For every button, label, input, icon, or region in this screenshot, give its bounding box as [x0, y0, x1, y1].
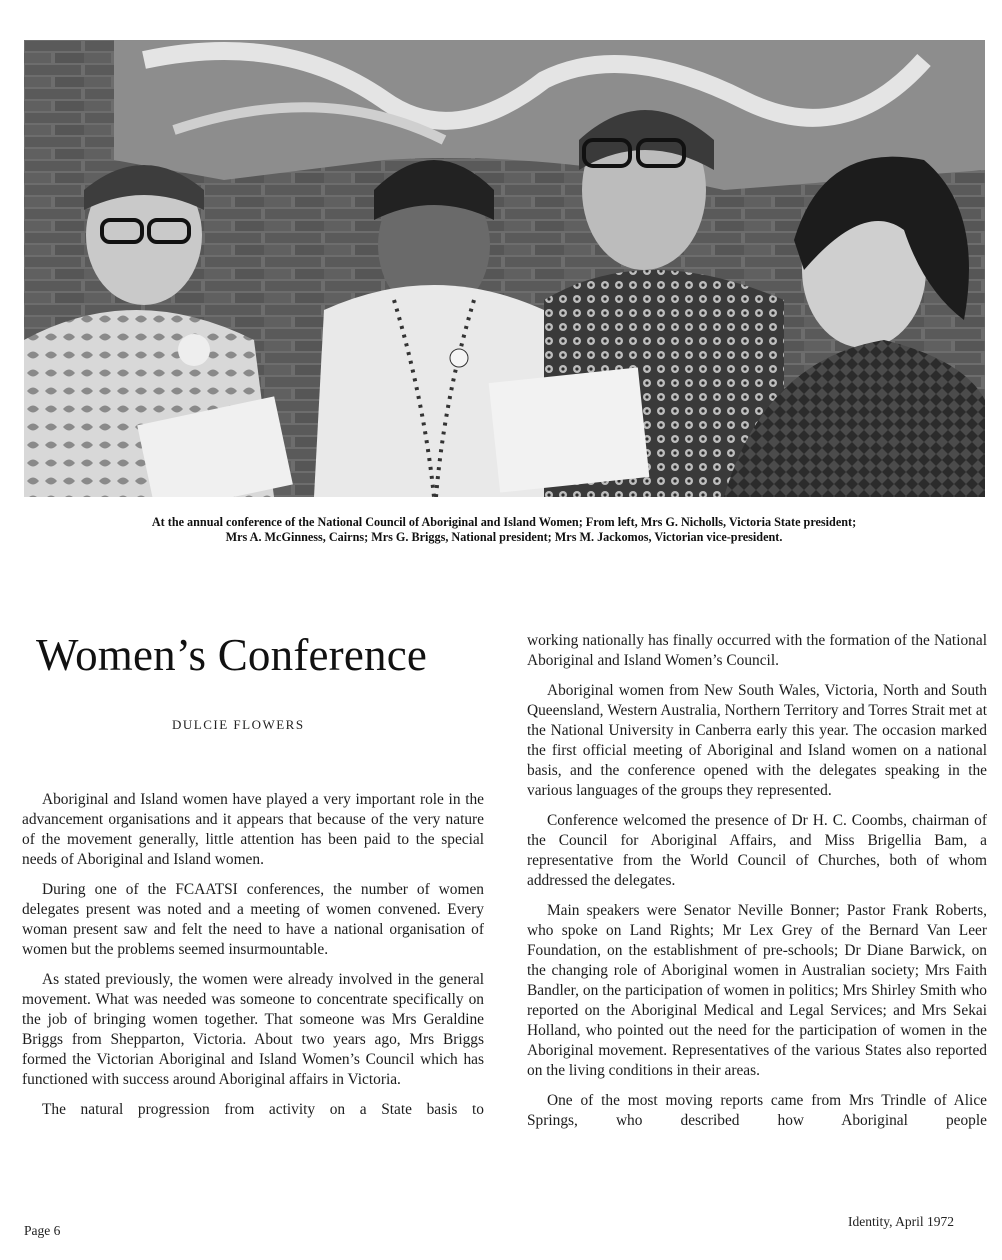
paragraph: Aboriginal and Island women have played a very important role in the advancement organisations and it appears that because of the very nature of the movement generally, little attention has been paid to the special needs of Aboriginal and Island women. — [22, 791, 484, 868]
article-author: DULCIE FLOWERS — [172, 717, 305, 732]
page-number: Page 6 — [24, 1223, 61, 1238]
paragraph: Conference welcomed the presence of Dr H. C. Coombs, chairman of the Council for Aboriginal Affairs, and Miss Brigellia Bam, a representative from the World Council of Churches, both of whom addressed the delegates. — [527, 812, 987, 889]
photograph-icon — [24, 40, 985, 497]
photo-caption — [14, 515, 994, 545]
paragraph: One of the most moving reports came from Mrs Trindle of Alice Springs, who described how Aboriginal people — [527, 1092, 987, 1129]
paragraph: Aboriginal women from New South Wales, Victoria, North and South Queensland, Western Australia, Northern Territory and Torres Strait met at the National University in Canberra early this year. The occasion marked the first official meeting of Aboriginal and Island women on a national basis, and the conference opened with the delegates speaking in the various languages of the groups they represented. — [527, 682, 987, 799]
article-title: Women’s Conference — [36, 630, 428, 680]
paragraph: working nationally has finally occurred with the formation of the National Aboriginal and Island Women’s Council. — [527, 632, 987, 669]
article-left-column — [22, 790, 484, 1120]
article-right-column — [527, 631, 987, 1131]
paragraph: Main speakers were Senator Neville Bonner; Pastor Frank Roberts, who spoke on Land Rights; Mr Lex Grey of the Bernard Van Leer Foundation, on the establishment of pre-schools; Dr Diane Barwick, on the changing role of Aboriginal women in Australian society; Mrs Faith Bandler, on the participation of women in politics; Mrs Shirley Smith who reported on the Aboriginal Medical and Legal Services; and Mrs Sekai Holland, who pointed out the need for the participation of women in the Aboriginal movement. Representatives of the various States also reported on the living conditions in their areas. — [527, 902, 987, 1079]
paragraph: During one of the FCAATSI conferences, the number of women delegates present was noted and a meeting of women convened. Every woman present saw and felt the need to have a national organisation of women but the problems seemed insurmountable. — [22, 881, 484, 958]
paragraph: As stated previously, the women were already involved in the general movement. What was needed was someone to concentrate specifically on the job of bringing women together. That someone was Mrs Geraldine Briggs from Shepparton, Victoria. About two years ago, Mrs Briggs formed the Victorian Aboriginal and Island Women’s Council which has functioned with success around Aboriginal affairs in Victoria. — [22, 971, 484, 1088]
paragraph: The natural progression from activity on a State basis to — [42, 1101, 484, 1118]
publication-date: Identity, April 1972 — [848, 1214, 954, 1229]
caption-line-2: Mrs A. McGinness, Cairns; Mrs G. Briggs, National president; Mrs M. Jackomos, Victorian vice-president. — [225, 530, 783, 544]
caption-line-1: At the annual conference of the National Council of Aboriginal and Island Women; From left, Mrs G. Nicholls, Victoria State president; — [151, 515, 857, 529]
conference-photograph — [24, 40, 985, 497]
